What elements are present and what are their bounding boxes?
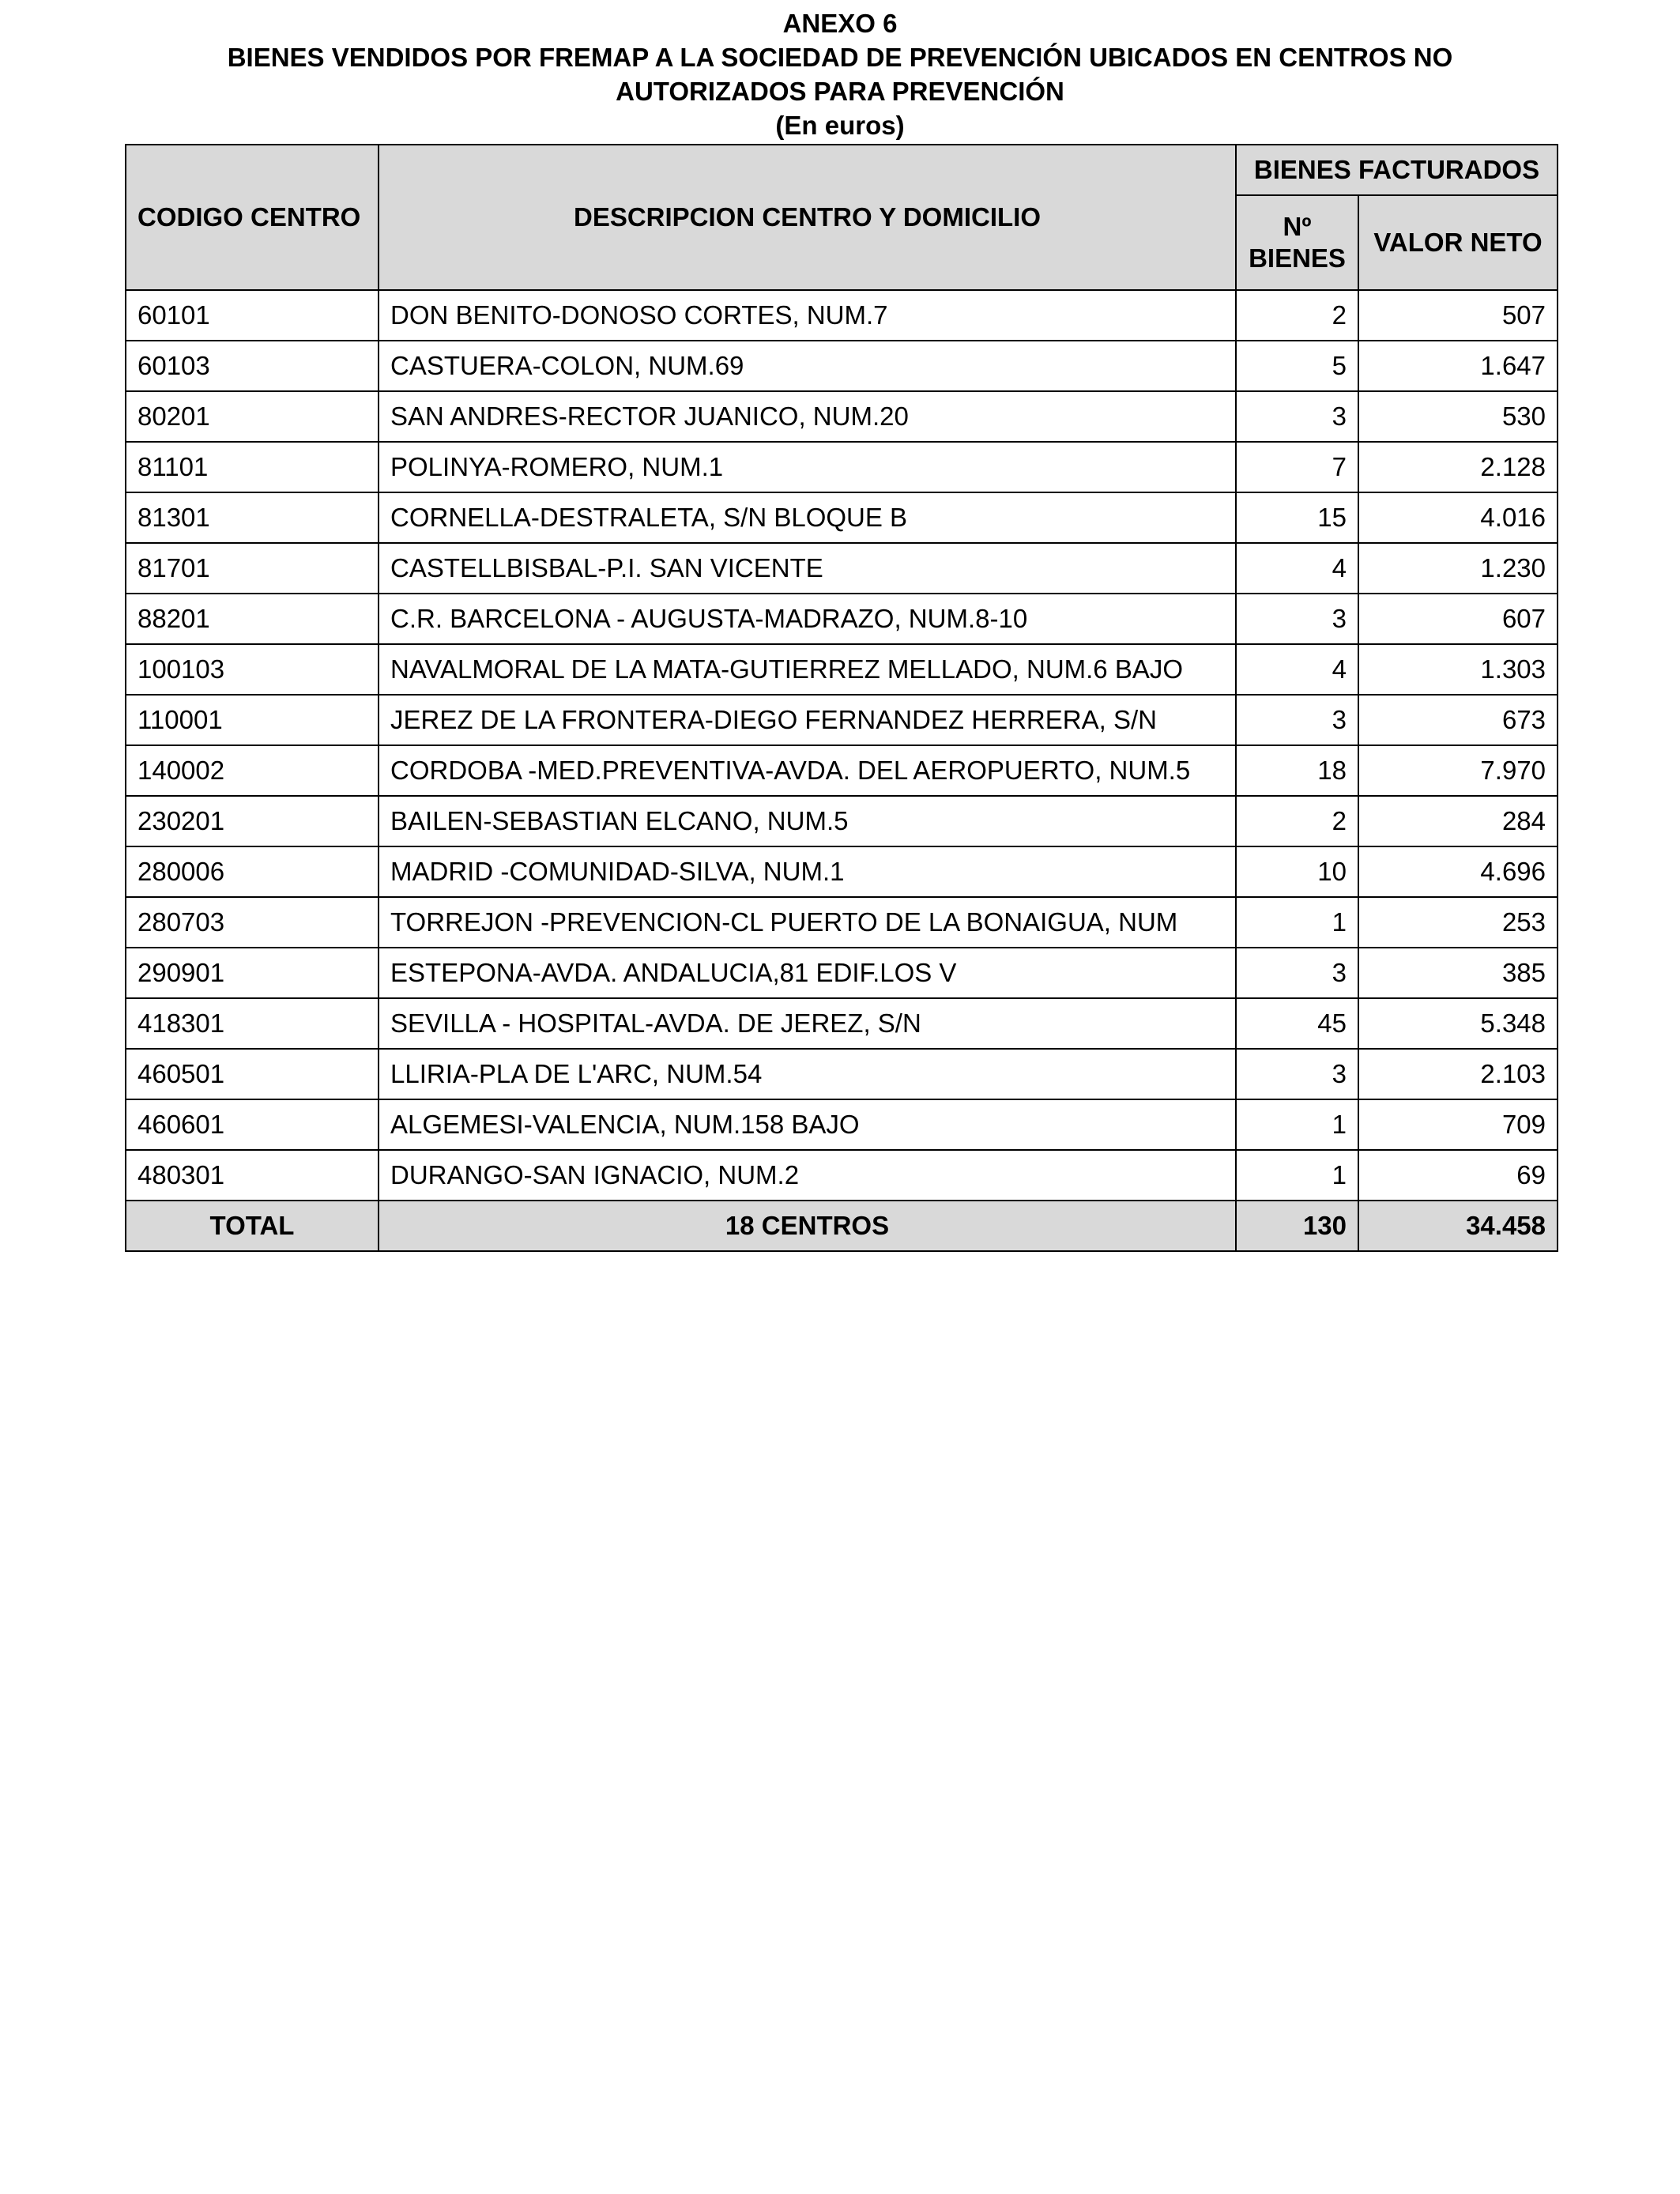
table-row	[126, 290, 1558, 341]
cell-valor-neto: 1.230	[1358, 543, 1558, 594]
table-row	[126, 745, 1558, 796]
table-header	[126, 145, 1558, 290]
cell-valor-neto: 253	[1358, 897, 1558, 948]
cell-valor-neto: 607	[1358, 594, 1558, 644]
table-row	[126, 543, 1558, 594]
cell-codigo: 230201	[126, 796, 379, 846]
document-title-line1: BIENES VENDIDOS POR FREMAP A LA SOCIEDAD DE PREVENCIÓN UBICADOS EN CENTROS NO	[227, 43, 1453, 72]
table-row	[126, 594, 1558, 644]
header-valor-neto: VALOR NETO	[1358, 195, 1558, 290]
cell-n-bienes: 3	[1236, 695, 1358, 745]
cell-codigo: 140002	[126, 745, 379, 796]
cell-descripcion: DON BENITO-DONOSO CORTES, NUM.7	[379, 290, 1236, 341]
cell-n-bienes: 15	[1236, 492, 1358, 543]
table-row	[126, 948, 1558, 998]
cell-n-bienes: 7	[1236, 442, 1358, 492]
cell-descripcion: TORREJON -PREVENCION-CL PUERTO DE LA BONAIGUA, NUM	[379, 897, 1236, 948]
units-note: (En euros)	[775, 111, 905, 140]
cell-valor-neto: 709	[1358, 1099, 1558, 1150]
total-label: TOTAL	[126, 1201, 379, 1251]
cell-n-bienes: 3	[1236, 948, 1358, 998]
cell-descripcion: SAN ANDRES-RECTOR JUANICO, NUM.20	[379, 391, 1236, 442]
cell-n-bienes: 2	[1236, 290, 1358, 341]
document-header	[0, 6, 1680, 142]
cell-descripcion: CORDOBA -MED.PREVENTIVA-AVDA. DEL AEROPUERTO, NUM.5	[379, 745, 1236, 796]
table-row	[126, 1150, 1558, 1201]
cell-n-bienes: 3	[1236, 391, 1358, 442]
cell-descripcion: POLINYA-ROMERO, NUM.1	[379, 442, 1236, 492]
cell-codigo: 60101	[126, 290, 379, 341]
table-row	[126, 442, 1558, 492]
table-row	[126, 796, 1558, 846]
cell-codigo: 60103	[126, 341, 379, 391]
table-row	[126, 1049, 1558, 1099]
cell-codigo: 100103	[126, 644, 379, 695]
cell-valor-neto: 673	[1358, 695, 1558, 745]
cell-n-bienes: 10	[1236, 846, 1358, 897]
table-row	[126, 391, 1558, 442]
cell-n-bienes: 4	[1236, 644, 1358, 695]
cell-valor-neto: 385	[1358, 948, 1558, 998]
cell-codigo: 81101	[126, 442, 379, 492]
header-bienes-facturados: BIENES FACTURADOS	[1236, 145, 1558, 195]
cell-codigo: 460501	[126, 1049, 379, 1099]
cell-valor-neto: 530	[1358, 391, 1558, 442]
total-centros: 18 CENTROS	[379, 1201, 1236, 1251]
cell-valor-neto: 1.647	[1358, 341, 1558, 391]
cell-descripcion: LLIRIA-PLA DE L'ARC, NUM.54	[379, 1049, 1236, 1099]
table-body	[126, 290, 1558, 1201]
table-row	[126, 695, 1558, 745]
cell-descripcion: MADRID -COMUNIDAD-SILVA, NUM.1	[379, 846, 1236, 897]
cell-descripcion: C.R. BARCELONA - AUGUSTA-MADRAZO, NUM.8-10	[379, 594, 1236, 644]
cell-descripcion: CASTELLBISBAL-P.I. SAN VICENTE	[379, 543, 1236, 594]
cell-codigo: 480301	[126, 1150, 379, 1201]
cell-n-bienes: 45	[1236, 998, 1358, 1049]
cell-codigo: 81301	[126, 492, 379, 543]
cell-valor-neto: 1.303	[1358, 644, 1558, 695]
cell-n-bienes: 5	[1236, 341, 1358, 391]
table-row	[126, 492, 1558, 543]
table-row	[126, 897, 1558, 948]
cell-codigo: 280703	[126, 897, 379, 948]
header-n-bienes	[1236, 195, 1358, 290]
cell-descripcion: DURANGO-SAN IGNACIO, NUM.2	[379, 1150, 1236, 1201]
cell-valor-neto: 4.696	[1358, 846, 1558, 897]
cell-descripcion: ALGEMESI-VALENCIA, NUM.158 BAJO	[379, 1099, 1236, 1150]
cell-codigo: 290901	[126, 948, 379, 998]
cell-codigo: 80201	[126, 391, 379, 442]
cell-codigo: 110001	[126, 695, 379, 745]
table-row	[126, 846, 1558, 897]
table-row	[126, 998, 1558, 1049]
cell-descripcion: SEVILLA - HOSPITAL-AVDA. DE JEREZ, S/N	[379, 998, 1236, 1049]
cell-valor-neto: 284	[1358, 796, 1558, 846]
cell-codigo: 280006	[126, 846, 379, 897]
document-title-line2: AUTORIZADOS PARA PREVENCIÓN	[616, 77, 1064, 106]
annex-title: ANEXO 6	[782, 9, 898, 38]
cell-descripcion: BAILEN-SEBASTIAN ELCANO, NUM.5	[379, 796, 1236, 846]
table-footer	[126, 1201, 1558, 1251]
total-n-bienes: 130	[1236, 1201, 1358, 1251]
cell-n-bienes: 1	[1236, 1099, 1358, 1150]
cell-codigo: 88201	[126, 594, 379, 644]
cell-n-bienes: 4	[1236, 543, 1358, 594]
cell-descripcion: NAVALMORAL DE LA MATA-GUTIERREZ MELLADO, NUM.6 BAJO	[379, 644, 1236, 695]
cell-codigo: 460601	[126, 1099, 379, 1150]
cell-valor-neto: 7.970	[1358, 745, 1558, 796]
cell-codigo: 418301	[126, 998, 379, 1049]
cell-codigo: 81701	[126, 543, 379, 594]
cell-valor-neto: 2.128	[1358, 442, 1558, 492]
cell-n-bienes: 1	[1236, 897, 1358, 948]
header-n-bienes-line1: Nº	[1283, 212, 1312, 241]
cell-n-bienes: 3	[1236, 594, 1358, 644]
cell-valor-neto: 69	[1358, 1150, 1558, 1201]
cell-valor-neto: 5.348	[1358, 998, 1558, 1049]
total-row	[126, 1201, 1558, 1251]
table-row	[126, 1099, 1558, 1150]
header-descripcion: DESCRIPCION CENTRO Y DOMICILIO	[379, 145, 1236, 290]
table-row	[126, 644, 1558, 695]
cell-n-bienes: 18	[1236, 745, 1358, 796]
cell-descripcion: ESTEPONA-AVDA. ANDALUCIA,81 EDIF.LOS V	[379, 948, 1236, 998]
cell-descripcion: CORNELLA-DESTRALETA, S/N BLOQUE B	[379, 492, 1236, 543]
total-valor-neto: 34.458	[1358, 1201, 1558, 1251]
cell-valor-neto: 4.016	[1358, 492, 1558, 543]
header-codigo-centro: CODIGO CENTRO	[126, 145, 379, 290]
cell-descripcion: JEREZ DE LA FRONTERA-DIEGO FERNANDEZ HERRERA, S/N	[379, 695, 1236, 745]
table-row	[126, 341, 1558, 391]
assets-table	[125, 144, 1558, 1252]
cell-n-bienes: 3	[1236, 1049, 1358, 1099]
cell-valor-neto: 2.103	[1358, 1049, 1558, 1099]
cell-n-bienes: 1	[1236, 1150, 1358, 1201]
cell-descripcion: CASTUERA-COLON, NUM.69	[379, 341, 1236, 391]
cell-n-bienes: 2	[1236, 796, 1358, 846]
header-n-bienes-line2: BIENES	[1249, 243, 1346, 273]
cell-valor-neto: 507	[1358, 290, 1558, 341]
